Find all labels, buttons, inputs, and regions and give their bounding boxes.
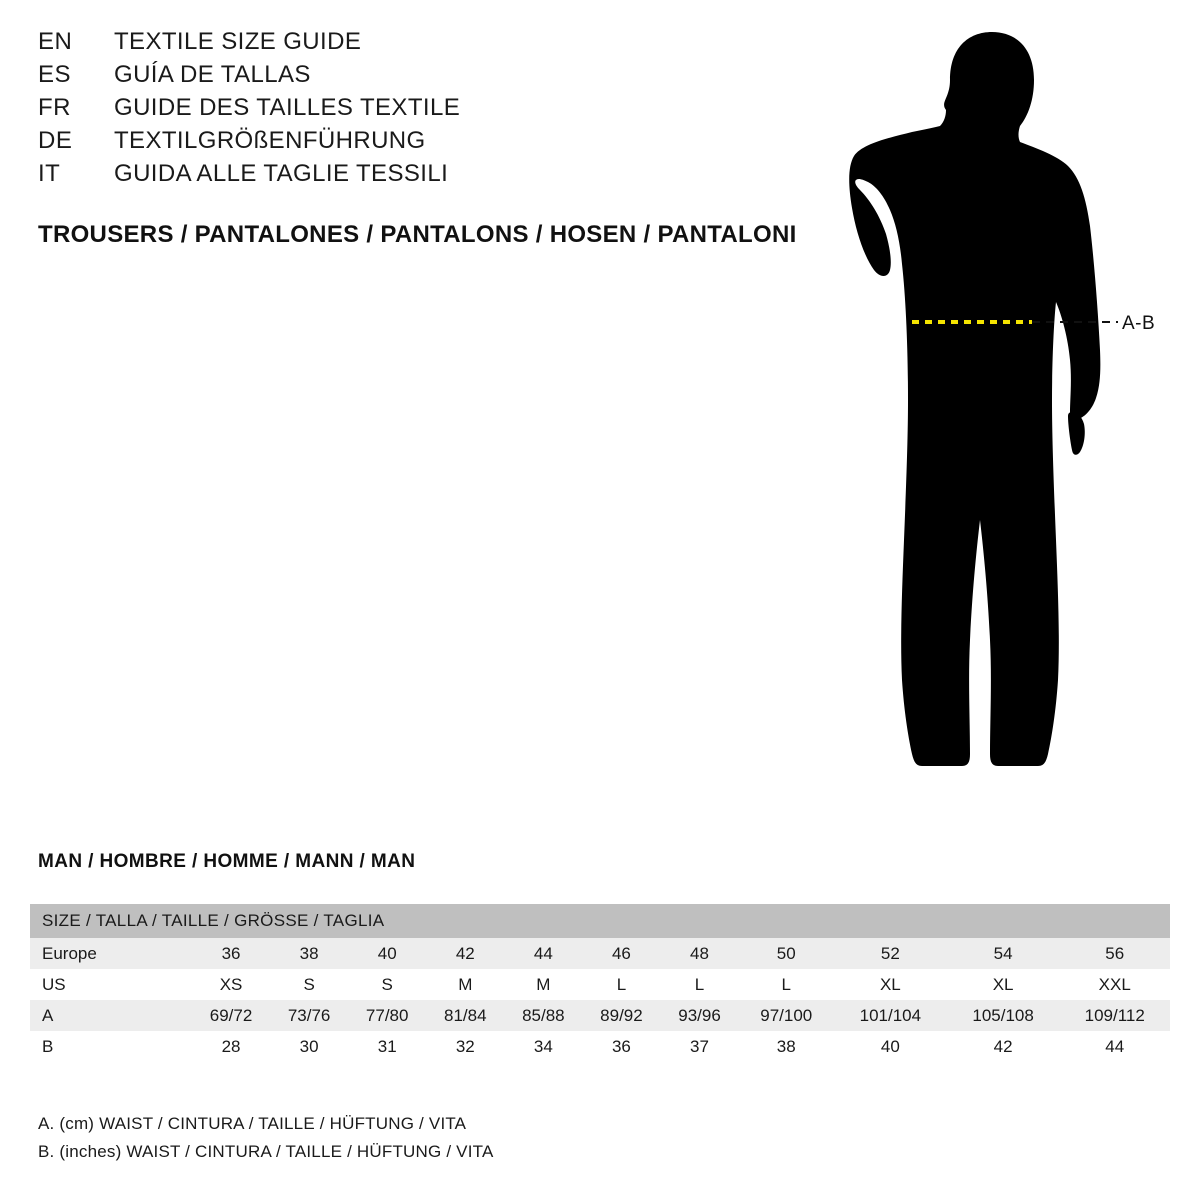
language-title: GUIDA ALLE TAGLIE TESSILI <box>114 160 449 187</box>
table-cell: 46 <box>582 938 660 969</box>
table-cell: 30 <box>270 1031 348 1062</box>
table-cell: 56 <box>1060 938 1171 969</box>
measure-label-ab: A-B <box>1122 313 1156 334</box>
table-cell: XL <box>947 969 1060 1000</box>
size-table <box>30 904 1170 1062</box>
table-cell: 97/100 <box>739 1000 834 1031</box>
language-title: TEXTILE SIZE GUIDE <box>114 28 362 55</box>
language-code: DE <box>38 127 73 154</box>
language-row <box>38 127 798 160</box>
table-row <box>30 969 1170 1000</box>
language-code: ES <box>38 61 72 88</box>
male-silhouette-icon <box>849 32 1100 766</box>
table-cell: 44 <box>1060 1031 1171 1062</box>
language-title: GUIDE DES TAILLES TEXTILE <box>114 94 461 121</box>
table-row <box>30 938 1170 969</box>
language-code: FR <box>38 94 71 121</box>
table-row <box>30 1031 1170 1062</box>
language-code: EN <box>38 28 73 55</box>
language-title: TEXTILGRÖßENFÜHRUNG <box>114 127 426 154</box>
table-header-row <box>30 904 1170 938</box>
row-label: Europe <box>30 938 192 969</box>
table-cell: 31 <box>348 1031 426 1062</box>
table-cell: 81/84 <box>426 1000 504 1031</box>
footnotes <box>38 1110 494 1166</box>
table-group-title: MAN / HOMBRE / HOMME / MANN / MAN <box>38 851 416 872</box>
table-cell: 40 <box>834 1031 947 1062</box>
table-cell: 85/88 <box>504 1000 582 1031</box>
garment-type-line: TROUSERS / PANTALONES / PANTALONS / HOSEN / PANTALONI <box>38 221 797 248</box>
table-cell: 36 <box>582 1031 660 1062</box>
table-cell: 44 <box>504 938 582 969</box>
footnote-b: B. (inches) WAIST / CINTURA / TAILLE / HÜFTUNG / VITA <box>38 1142 494 1161</box>
table-cell: XS <box>192 969 270 1000</box>
table-cell: 77/80 <box>348 1000 426 1031</box>
table-cell: 73/76 <box>270 1000 348 1031</box>
table-cell: XXL <box>1060 969 1171 1000</box>
table-cell: 93/96 <box>660 1000 738 1031</box>
language-title: GUÍA DE TALLAS <box>114 61 311 88</box>
table-cell: L <box>660 969 738 1000</box>
table-header-label: SIZE / TALLA / TAILLE / GRÖSSE / TAGLIA <box>30 904 1170 938</box>
table-cell: 69/72 <box>192 1000 270 1031</box>
table-cell: S <box>270 969 348 1000</box>
table-cell: 89/92 <box>582 1000 660 1031</box>
row-label: A <box>30 1000 192 1031</box>
table-cell: 36 <box>192 938 270 969</box>
row-label: B <box>30 1031 192 1062</box>
table-cell: 32 <box>426 1031 504 1062</box>
language-code: IT <box>38 160 61 187</box>
language-row <box>38 94 798 127</box>
table-cell: 101/104 <box>834 1000 947 1031</box>
table-cell: 48 <box>660 938 738 969</box>
table-row <box>30 1000 1170 1031</box>
table-cell: 34 <box>504 1031 582 1062</box>
language-row <box>38 61 798 94</box>
table-cell: 28 <box>192 1031 270 1062</box>
body-figure <box>800 20 1200 810</box>
table-cell: 54 <box>947 938 1060 969</box>
table-cell: 37 <box>660 1031 738 1062</box>
table-cell: 42 <box>947 1031 1060 1062</box>
table-cell: L <box>739 969 834 1000</box>
table-cell: M <box>426 969 504 1000</box>
row-label: US <box>30 969 192 1000</box>
table-cell: 38 <box>739 1031 834 1062</box>
table-cell: 38 <box>270 938 348 969</box>
language-title-block <box>38 28 798 193</box>
table-cell: 40 <box>348 938 426 969</box>
language-row <box>38 160 798 193</box>
table-cell: 50 <box>739 938 834 969</box>
table-cell: S <box>348 969 426 1000</box>
language-row <box>38 28 798 61</box>
table-cell: 109/112 <box>1060 1000 1171 1031</box>
table-cell: M <box>504 969 582 1000</box>
table-cell: 52 <box>834 938 947 969</box>
footnote-a: A. (cm) WAIST / CINTURA / TAILLE / HÜFTUNG / VITA <box>38 1114 467 1133</box>
table-cell: 105/108 <box>947 1000 1060 1031</box>
table-cell: 42 <box>426 938 504 969</box>
table-cell: XL <box>834 969 947 1000</box>
table-cell: L <box>582 969 660 1000</box>
